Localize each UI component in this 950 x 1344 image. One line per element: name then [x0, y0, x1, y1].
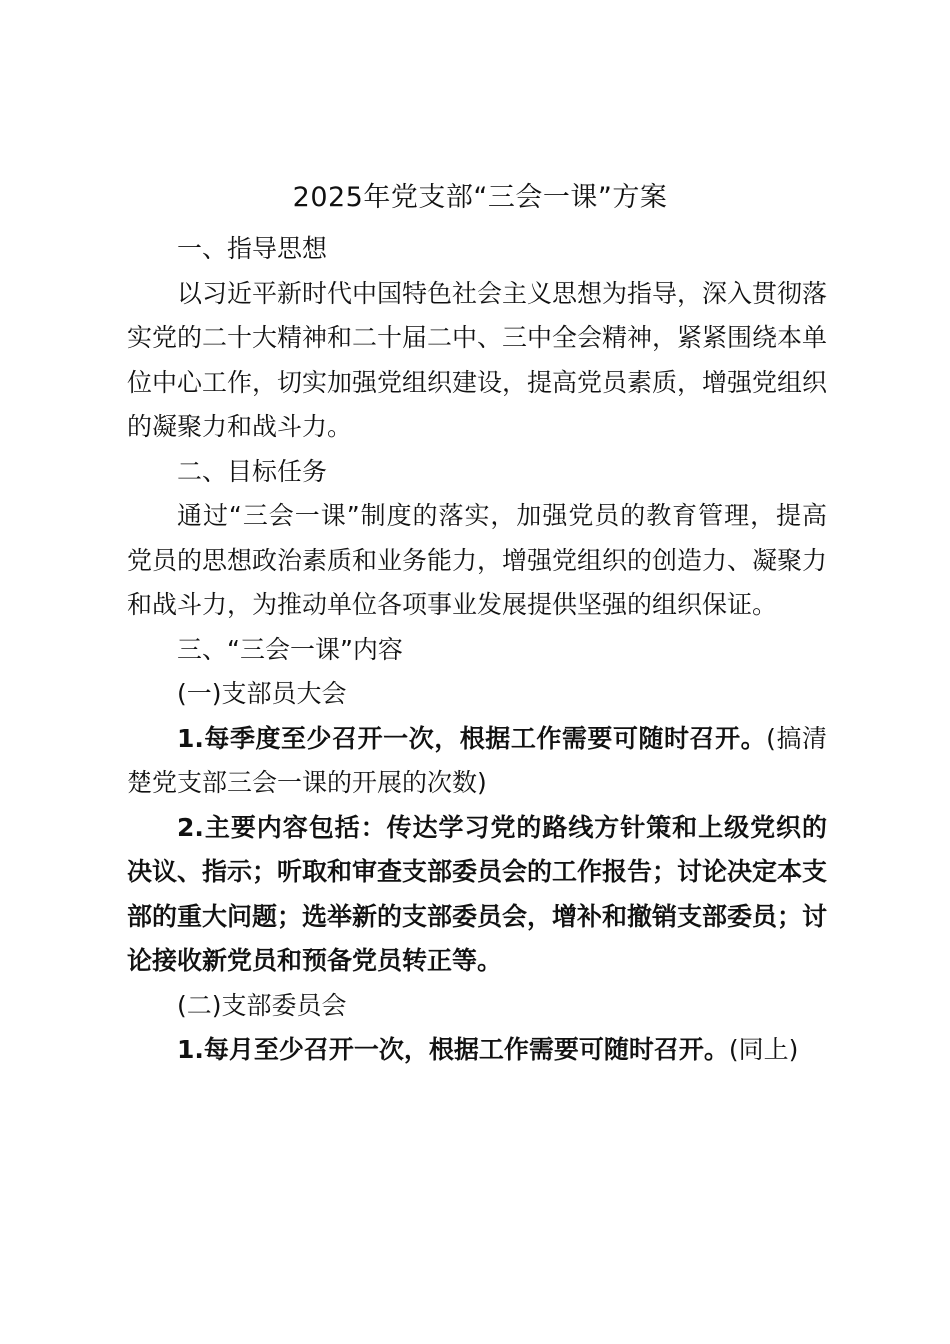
list-item-general-meeting-frequency — [127, 717, 827, 806]
section-paragraph-guiding-ideology: 以习近平新时代中国特色社会主义思想为指导，深入贯彻落实党的二十大精神和二十届二中、三中全会精神，紧紧围绕本单位中心工作，切实加强党组织建设，提高党员素质，增强党组织的凝聚力和战斗力。 — [127, 278, 828, 441]
list-item-committee-frequency — [127, 1028, 827, 1073]
subsection-heading-branch-general-meeting: (一)支部员大会 — [177, 679, 347, 708]
section-heading-objectives: 二、目标任务 — [177, 456, 328, 486]
list-item-bold-text: 1.每月至少召开一次，根据工作需要可随时召开。 — [177, 1035, 729, 1064]
document-title: 2025年党支部“三会一课”方案 — [292, 182, 668, 213]
list-item-bold-text: 1.每季度至少召开一次，根据工作需要可随时召开。 — [177, 723, 767, 753]
list-item-note: (同上) — [728, 1035, 799, 1064]
section-heading-guiding-ideology: 一、指导思想 — [177, 234, 328, 263]
subsection-heading-branch-committee: (二)支部委员会 — [177, 990, 347, 1020]
section-heading-content: 三、“三会一课”内容 — [177, 634, 403, 664]
document-body — [127, 227, 827, 1073]
section-paragraph-objectives: 通过“三会一课”制度的落实，加强党员的教育管理，提高党员的思想政治素质和业务能力，增强党组织的创造力、凝聚力和战斗力，为推动单位各项事业发展提供坚强的组织保证。 — [127, 501, 828, 619]
list-item-note: (搞清楚党支部三会一课的开展的次数) — [127, 723, 827, 797]
list-item-general-meeting-content: 2.主要内容包括：传达学习党的路线方针策和上级党织的决议、指示；听取和审查支部委员会的工作报告；讨论决定本支部的重大问题；选举新的支部委员会，增补和撤销支部委员；讨论接收新党员和预备党员转正等。 — [127, 812, 828, 975]
